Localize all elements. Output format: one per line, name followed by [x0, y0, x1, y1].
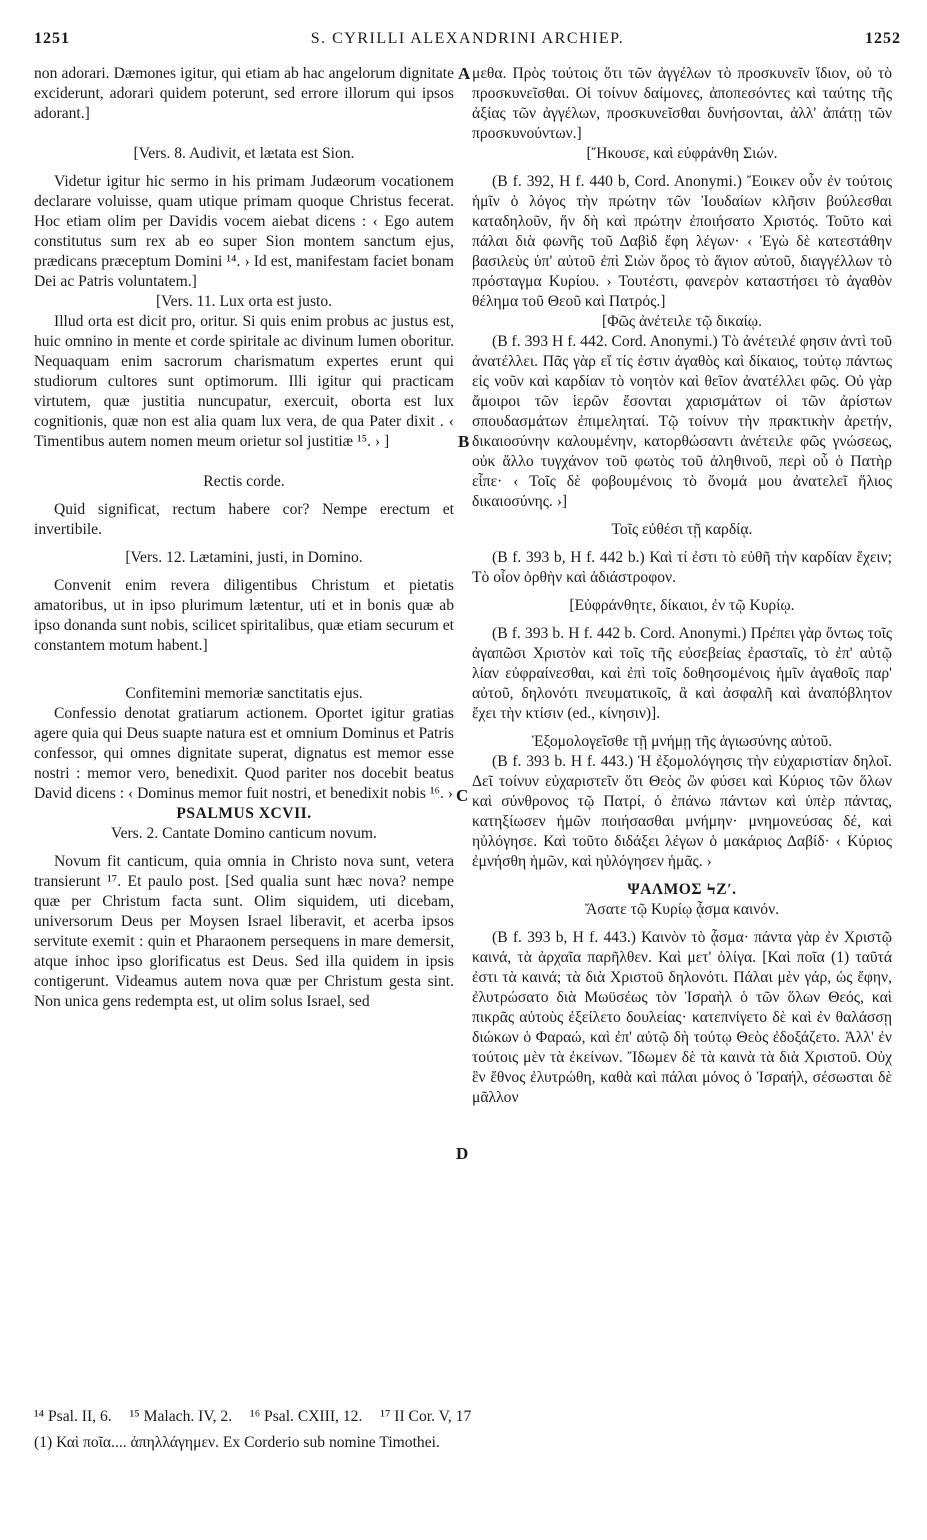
- footnote-15: ¹⁵ Malach. IV, 2.: [129, 1408, 233, 1425]
- greek-verse-heading: [Φῶς ἀνέτειλε τῷ δικαίῳ.: [602, 313, 762, 330]
- margin-letter-c: C: [456, 786, 469, 805]
- page-number-right: 1252: [865, 30, 901, 47]
- latin-paragraph: Confessio denotat gratiarum actionem. Oportet igitur gratias agere quia qui Deus suapte natura est et omnium Dominus et Patris confessor, qui omnes dignitate superat, dignatus est memor esse nostri : memor vero, benedixit. Quod pariter nos docebit beatus David dicens : ‹ Dominus memor fuit nostri, et benedixit nobis ¹⁶. ›: [34, 705, 454, 802]
- latin-paragraph: Novum fit canticum, quia omnia in Christo nova sunt, vetera transierunt ¹⁷. Et paulo post. [Sed qualia sunt hæc nova? nempe quæ per Christum facta sunt. Olim siquidem, uti dicebam, universorum Deus per Moysen Israel liberavit, et acerba ipsos servitute exemit : quin et Pharaonem persequens in mare demersit, atque inhoc ipso glorificatus est Deus. Sed illa quidem in ipsis contigerunt. Videamus autem nova quæ per Christum gesta sint. Non unica gens redempta est, ut olim solus Israel, sed: [34, 853, 454, 1010]
- latin-verse-heading: Rectis corde.: [203, 473, 285, 490]
- page-header: [34, 30, 901, 54]
- greek-verse-heading: Τοῖς εὐθέσι τῇ καρδίᾳ.: [611, 521, 753, 538]
- greek-paragraph: (B f. 393 b, H f. 442 b.) Καὶ τί ἐστι τὸ εὐθῆ τὴν καρδίαν ἔχειν; Τὸ οἷον ὀρθὴν καὶ ἀδιάστροφον.: [472, 549, 892, 586]
- latin-verse-heading: [Vers. 8. Audivit, et lætata est Sion.: [133, 145, 355, 162]
- greek-verse-heading: Ἐξομολογεῖσθε τῇ μνήμῃ τῆς ἁγιωσύνης αὐτοῦ.: [531, 733, 833, 750]
- footnote-14: ¹⁴ Psal. II, 6.: [34, 1408, 112, 1425]
- greek-verse-heading: Ἄσατε τῷ Κυρίῳ ᾆσμα καινόν.: [584, 901, 780, 918]
- margin-letter-d: D: [456, 1144, 469, 1163]
- latin-column: [34, 64, 454, 1012]
- greek-psalm-heading: ΨΑΛΜΟΣ ϞΖʹ.: [627, 881, 737, 898]
- greek-verse-heading: [Εὐφράνθητε, δίκαιοι, ἐν τῷ Κυρίῳ.: [569, 597, 795, 614]
- latin-paragraph: Videtur igitur hic sermo in his primam Judæorum vocationem declarare voluisse, quam utique primam quoque Christus fecerat. Hoc etiam olim per Davidis vocem aiebat dicens : ‹ Ego autem constitutus sum rex ab eo super Sion montem sanctum ejus, prædicans præceptum Domini ¹⁴. › Id est, manifestam faciet bonam Dei ac Patris voluntatem.]: [34, 173, 454, 290]
- greek-paragraph: (B f. 393 b, H f. 443.) Καινὸν τὸ ᾆσμα· πάντα γὰρ ἐν Χριστῷ καινά, τὰ ἀρχαῖα παρῆλθεν. Καὶ μετ' ὀλίγα. [Καὶ ποῖα (1) ταῦτά ἐστι τὰ καινά; τὰ διὰ Χριστοῦ δηλονότι. Πάλαι μὲν γάρ, ὡς ἔφην, ἐλυτρώσατο διὰ Μωϋσέως τὸν Ἰσραὴλ ὁ τῶν ὅλων Θεός, καὶ πικρᾶς αὐτοὺς ἐξείλετο δουλείας· κατεπνίγετο δὲ καὶ ἐν θαλάσσῃ διώκων ὁ Φαραώ, καὶ ἐπ' αὐτῷ δὴ τούτῳ Θεὸς ἐδοξάζετο. Ἀλλ' ἐν τούτοις μὲν τὰ ἐκείνων. Ἴδωμεν δὲ τὰ καινὰ τὰ διὰ Χριστοῦ. Οὐχ ἓν ἔθνος ἐλυτρώθη, καθὰ καὶ πάλαι μόνος ὁ Ἰσραήλ, σέσωσται δὲ μᾶλλον: [472, 929, 892, 1106]
- latin-paragraph: Convenit enim revera diligentibus Christum et pietatis amatoribus, ut in ipso plurimum lætentur, uti et in bonis quæ ab ipso donanda sunt nobis, scilicet spiritalibus, quæ etiam securum et constantem motum habent.]: [34, 577, 454, 654]
- footnote-16: ¹⁶ Psal. CXIII, 12.: [250, 1408, 363, 1425]
- latin-verse-heading: [Vers. 11. Lux orta est justo.: [155, 293, 333, 310]
- footnote-note-1: (1) Καὶ ποῖα.... ἀπηλλάγημεν. Ex Corderio sub nomine Timothei.: [34, 1434, 440, 1451]
- margin-letter-a: A: [458, 64, 471, 83]
- latin-paragraph: Quid significat, rectum habere cor? Nempe erectum et invertibile.: [34, 501, 454, 538]
- page-number-left: 1251: [34, 30, 70, 47]
- latin-paragraph: non adorari. Dæmones igitur, qui etiam ab hac angelorum dignitate exciderunt, adorari quidem poterunt, sed errore illorum qui ipsos adorant.]: [34, 65, 454, 122]
- latin-verse-heading: Confitemini memoriæ sanctitatis ejus.: [125, 685, 363, 702]
- greek-column: [472, 64, 892, 1108]
- greek-paragraph: (B f. 393 H f. 442. Cord. Anonymi.) Τὸ ἀνέτειλέ φησιν ἀντὶ τοῦ ἀνατέλλει. Πᾶς γὰρ εἴ τίς ἐστιν ἀγαθὸς καὶ δίκαιος, τούτῳ πάντως εἰς νοῦν καὶ καρδίαν τὸ νοητὸν καὶ θεῖον ἀνατέλλει φῶς. Οὐ γὰρ ἄμοιροι τῶν ἱερῶν ἔσονται χαρισμάτων οἱ τῶν ἀρίστων σπουδασμάτων ἐπιμεληταί. Τῷ τοίνυν τὴν πρακτικὴν ἀρετήν, δικαιοσύνην καλουμένην, κατορθώσαντι ἀνέτειλε φῶς γνώσεως, οὐκ ἄλλο τυγχάνον τοῦ φωτὸς τοῦ ἀληθινοῦ, περὶ οὗ ὁ Πατὴρ εἶπε· ‹ Τοῖς δὲ φοβουμένοις τὸ ὄνομά μου ἀνατελεῖ ἥλιος δικαιοσύνης. ›]: [472, 333, 892, 510]
- footnote-row: [34, 1404, 901, 1430]
- running-title: S. CYRILLI ALEXANDRINI ARCHIEP.: [310, 30, 625, 47]
- footnotes: [34, 1404, 901, 1456]
- margin-letter-b: B: [458, 432, 470, 451]
- latin-psalm-heading: PSALMUS XCVII.: [176, 805, 312, 822]
- latin-verse-heading: [Vers. 12. Lætamini, justi, in Domino.: [125, 549, 363, 566]
- latin-verse-heading: Vers. 2. Cantate Domino canticum novum.: [111, 825, 377, 842]
- greek-verse-heading: [Ἤκουσε, καὶ εὐφράνθη Σιών.: [586, 145, 778, 162]
- greek-paragraph: (B f. 392, H f. 440 b, Cord. Anonymi.) Ἔοικεν οὖν ἐν τούτοις ἡμῖν ὁ λόγος τὴν πρώτην τῶν Ἰουδαίων κλῆσιν βούλεσθαι καταδηλοῦν, ἥν δὴ καὶ πρώτην ἐποιήσατο Χριστός. Τοῦτο καὶ πάλαι διὰ φωνῆς τοῦ Δαβὶδ ἔφη λέγων· ‹ Ἐγὼ δὲ κατεστάθην βασιλεὺς ὑπ' αὐτοῦ ἐπὶ Σιὼν ὄρος τὸ ἅγιον αὐτοῦ, διαγγέλλων τὸ πρόσταγμα Κυρίου. › Τουτέστι, φανερὸν καταστήσει τὸ ἀγαθὸν θέλημα τοῦ Θεοῦ καὶ Πατρός.]: [472, 173, 892, 310]
- greek-paragraph: (B f. 393 b. H f. 442 b. Cord. Anonymi.) Πρέπει γὰρ ὄντως τοῖς ἀγαπῶσι Χριστὸν καὶ τοῖς τῆς εὐσεβείας ἐρασταῖς, τὸ ἐπ' αὐτῷ λίαν εὐφραίνεσθαι, καὶ ἐπὶ τοῖς δοθησομένοις ἡμῖν ἀγαθοῖς παρ' αὐτοῦ, δηλονότι πνευματικοῖς, ἃ καὶ ἀσφαλῆ καὶ ἀναπόβλητον ἔχει τὴν κτίσιν (ed., κίνησιν)].: [472, 625, 892, 722]
- greek-paragraph: μεθα. Πρὸς τούτοις ὅτι τῶν ἀγγέλων τὸ προσκυνεῖν ἴδιον, οὐ τὸ προσκυνεῖσθαι. Οἱ τοίνυν δαίμονες, ἀποπεσόντες καὶ ταύτης τῆς ἀξίας τῶν ἀγγέλων, προσκυνεῖσθαι δυνήσονται, ἀλλ' ἀπάτῃ τῶν προσκυνούντων.]: [472, 65, 892, 142]
- latin-paragraph: Illud orta est dicit pro, oritur. Si quis enim probus ac justus est, huic omnino in mente et corde spiritale ac divinum lumen oboritur. Nequaquam enim sacrorum charismatum expertes erunt qui studiorum cultores sunt optimorum. Illi igitur qui practicam virtutem, quæ justitia nuncupatur, exercuit, oborta est lux cognitionis, quæ non est alia quam lux vera, de qua Pater dixit . ‹ Timentibus autem nomen meum orietur sol justitiæ ¹⁵. › ]: [34, 313, 454, 450]
- greek-paragraph: (B f. 393 b. H f. 443.) Ἡ ἐξομολόγησις τὴν εὐχαριστίαν δηλοῖ. Δεῖ τοίνυν εὐχαριστεῖν ὅτι Θεὸς ὢν φύσει καὶ Κύριος τῶν ὅλων καὶ σύνθρονος τῷ Πατρί, ὁ ἐπάνω πάντων καὶ ὑπὲρ πάντας, κατηξίωσεν ἡμῶν ποιήσασθαι μνήμην· μνημονεύσας δέ, καὶ ηὐλόγησε. Καὶ τοῦτο διδάξει λέγων ὁ μακάριος Δαβίδ· ‹ Κύριος ἐμνήσθη ἡμῶν, καὶ ηὐλόγησεν ἡμᾶς. ›: [472, 753, 892, 870]
- footnote-17: ¹⁷ II Cor. V, 17: [380, 1408, 472, 1425]
